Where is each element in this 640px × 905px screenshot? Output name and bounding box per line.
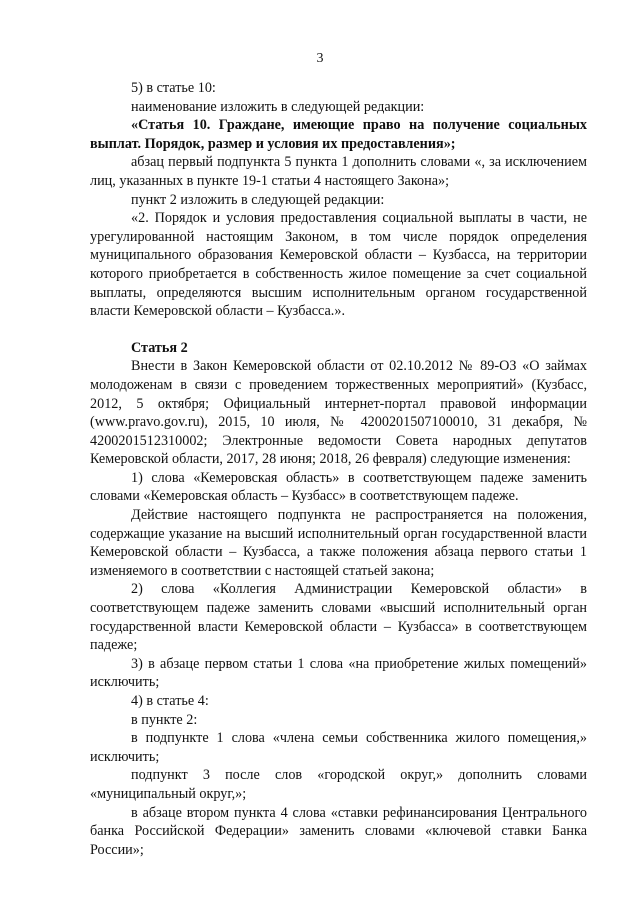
article-title-quote: «Статья 10. Граждане, имеющие право на получение социальных выплат. Порядок, размер и условия их предоставления»; (90, 117, 587, 152)
page-number: 3 (316, 51, 324, 66)
paragraph: 4) в статье 4: (131, 693, 209, 709)
paragraph: пункт 2 изложить в следующей редакции: (131, 191, 385, 208)
paragraph: Внести в Закон Кемеровской области от 02.10.2012 № 89-ОЗ «О займах молодоженам в связи с проведением торжественных мероприятий» (Кузбасс, 2012, 5 октября; Официальный интернет-портал правовой информации (www.pravo.gov.ru), 2015, 10 июля, № 4200201507100010, 31 декабря, № 4200201512310002; Электронные ведомости Совета народных депутатов Кемеровской области, 2017, 28 июня; 2018, 26 февраля) следующие изменения: (90, 358, 587, 468)
paragraph: 2) слова «Коллегия Администрации Кемеровской области» в соответствующем падеже заменить словами «высший исполнительный орган государственной власти Кемеровской области – Кузбасса» в соответствующем падеже; (90, 581, 587, 654)
paragraph: в подпункте 1 слова «члена семьи собственника жилого помещения,» исключить; (90, 730, 587, 765)
paragraph: 1) слова «Кемеровская область» в соответствующем падеже заменить словами «Кемеровская область – Кузбасс» в соответствующем падеже. (90, 469, 587, 505)
spacer (90, 321, 587, 339)
paragraph: Действие настоящего подпункта не распространяется на положения, содержащие указание на высший исполнительный орган государственной власти Кемеровской области – Кузбасса, а также положения абзаца первого статьи 1 изменяемого в соответствии с настоящей статьей закона; (90, 507, 587, 579)
paragraph: в абзаце втором пункта 4 слова «ставки рефинансирования Центрального банка Российской Федерации» заменить словами «ключевой ставки Банка России»; (90, 804, 587, 858)
paragraph: в пункте 2: (131, 711, 198, 728)
document-body (90, 79, 587, 859)
article-heading: Статья 2 (131, 339, 188, 356)
paragraph: 3) в абзаце первом статьи 1 слова «на приобретение жилых помещений» исключить; (90, 655, 587, 691)
paragraph: «2. Порядок и условия предоставления социальной выплаты в части, не урегулированной настоящим Законом, в том числе порядок определения муниципального образования Кемеровской области – Кузбасса, на территории которого приобретается в собственность жилое помещение за счет социальной выплаты, определяются высшим исполнительным органом государственной власти Кемеровской области – Кузбасса.». (90, 210, 587, 320)
paragraph: наименование изложить в следующей редакции: (131, 98, 425, 115)
paragraph: 5) в статье 10: (131, 80, 216, 96)
paragraph: абзац первый подпункта 5 пункта 1 дополнить словами «, за исключением лиц, указанных в пункте 19-1 статьи 4 настоящего Закона»; (90, 154, 587, 189)
paragraph: подпункт 3 после слов «городской округ,» дополнить словами «муниципальный округ,»; (90, 767, 587, 802)
